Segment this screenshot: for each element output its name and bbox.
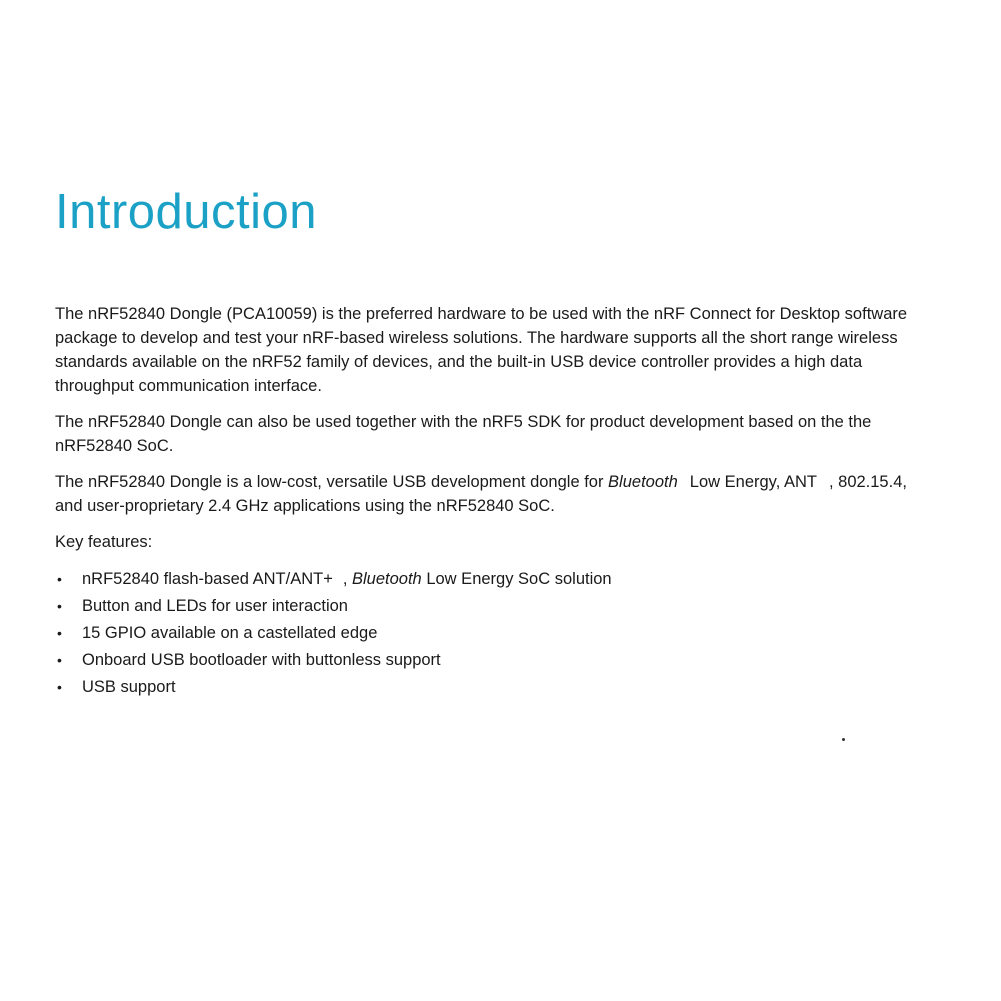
paragraph-3-middle: Low Energy, ANT (689, 473, 817, 491)
key-features-list (55, 566, 920, 701)
feature-1-start: nRF52840 flash-based ANT/ANT+ (82, 570, 333, 588)
feature-text: 15 GPIO available on a castellated edge (82, 624, 378, 642)
feature-text: USB support (82, 678, 176, 696)
bullet-icon: • (57, 598, 62, 614)
bullet-icon: • (57, 652, 62, 668)
list-item (55, 674, 920, 701)
list-item (55, 566, 920, 593)
feature-text: Onboard USB bootloader with buttonless support (82, 651, 441, 669)
key-features-label: Key features: (55, 533, 153, 551)
clipped-header-fragment (40, 0, 320, 4)
list-item (55, 647, 920, 674)
intro-paragraph-3 (55, 470, 920, 518)
paragraph-3-end: 802.15.4, and user-proprietary 2.4 GHz applications using the nRF52840 SoC. (55, 473, 907, 515)
feature-1-end: Low Energy SoC solution (421, 570, 612, 588)
feature-1-separator: , (342, 570, 353, 588)
bluetooth-term: Bluetooth (352, 570, 422, 588)
bluetooth-term: Bluetooth (608, 473, 678, 491)
document-body (55, 302, 920, 701)
bullet-icon: • (57, 625, 62, 641)
stray-dot-mark (842, 738, 845, 741)
paragraph-3-start: The nRF52840 Dongle is a low-cost, versatile USB development dongle for (55, 473, 609, 491)
intro-paragraph-2: The nRF52840 Dongle can also be used together with the nRF5 SDK for product development based on the the nRF52840 SoC. (55, 413, 872, 455)
page-title: Introduction (55, 185, 318, 239)
bullet-icon: • (57, 679, 62, 695)
feature-text: Button and LEDs for user interaction (82, 597, 348, 615)
list-item (55, 593, 920, 620)
paragraph-3-comma: , (828, 473, 834, 491)
list-item (55, 620, 920, 647)
bullet-icon: • (57, 571, 62, 587)
intro-paragraph-1: The nRF52840 Dongle (PCA10059) is the preferred hardware to be used with the nRF Connect for Desktop software package to develop and test your nRF-based wireless solutions. The hardware supports all the short range wireless standards available on the nRF52 family of devices, and the built-in USB device controller provides a high data throughput communication interface. (55, 305, 908, 395)
